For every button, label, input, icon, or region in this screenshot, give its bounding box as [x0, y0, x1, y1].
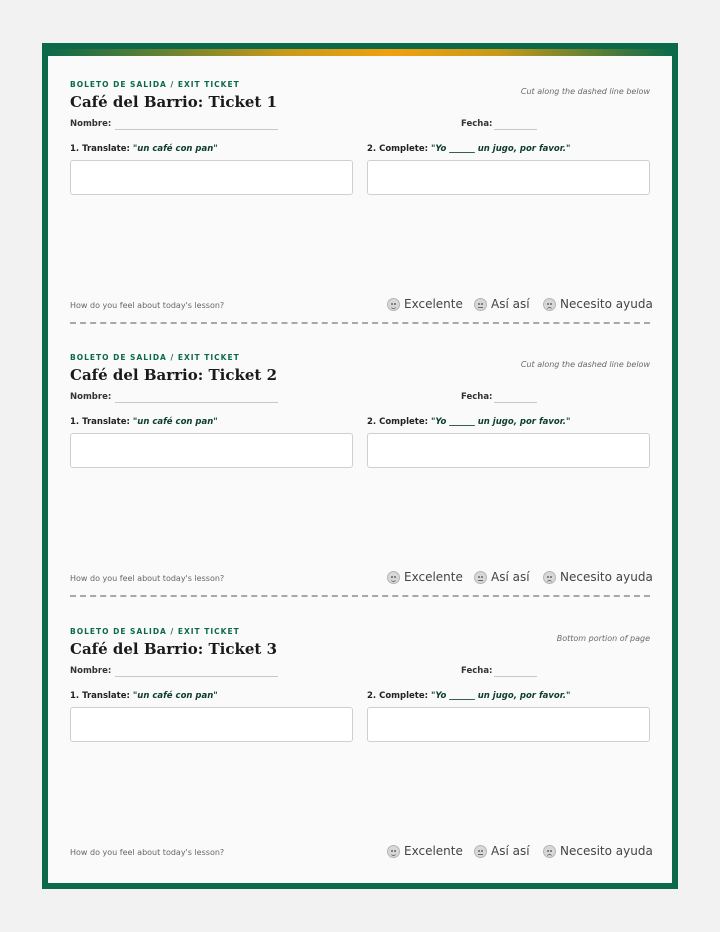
- option-label: Necesito ayuda: [560, 570, 653, 584]
- option-excelente[interactable]: [387, 844, 463, 858]
- question-2-prefix: 2. Complete:: [367, 417, 431, 427]
- page-frame: [42, 43, 678, 889]
- question-1-prefix: 1. Translate:: [70, 691, 133, 701]
- question-1-prefix: 1. Translate:: [70, 144, 133, 154]
- option-label: Necesito ayuda: [560, 844, 653, 858]
- question-1-quote: "un café con pan": [132, 691, 218, 701]
- question-2: [367, 144, 570, 154]
- question-2-prefix: 2. Complete:: [367, 144, 431, 154]
- neutral-face-icon: [474, 845, 487, 858]
- option-necesito-ayuda[interactable]: [543, 844, 653, 858]
- date-line[interactable]: [494, 676, 537, 677]
- ticket-kicker: BOLETO DE SALIDA / EXIT TICKET: [70, 627, 240, 636]
- cut-note: Cut along the dashed line below: [520, 360, 650, 369]
- question-1-quote: "un café con pan": [132, 144, 218, 154]
- name-label: Nombre:: [70, 119, 112, 129]
- question-2-prefix: 2. Complete:: [367, 691, 431, 701]
- sad-face-icon: [543, 298, 556, 311]
- feel-prompt: How do you feel about today's lesson?: [70, 574, 225, 583]
- exit-ticket-2: [48, 322, 672, 596]
- option-asi-asi[interactable]: [474, 570, 530, 584]
- neutral-face-icon: [474, 298, 487, 311]
- option-label: Excelente: [404, 844, 463, 858]
- ticket-title: Café del Barrio: Ticket 2: [70, 366, 278, 384]
- name-line[interactable]: [115, 676, 278, 677]
- date-label: Fecha:: [461, 392, 493, 402]
- question-1-quote: "un café con pan": [132, 417, 218, 427]
- option-label: Así así: [491, 297, 530, 311]
- date-label: Fecha:: [461, 666, 493, 676]
- option-necesito-ayuda[interactable]: [543, 297, 653, 311]
- happy-face-icon: [387, 298, 400, 311]
- cut-note: Cut along the dashed line below: [520, 87, 650, 96]
- name-line[interactable]: [115, 129, 278, 130]
- answer-box-1[interactable]: [70, 160, 353, 195]
- answer-box-1[interactable]: [70, 707, 353, 742]
- option-excelente[interactable]: [387, 570, 463, 584]
- ticket-kicker: BOLETO DE SALIDA / EXIT TICKET: [70, 80, 240, 89]
- date-line[interactable]: [494, 402, 537, 403]
- option-label: Necesito ayuda: [560, 297, 653, 311]
- feel-prompt: How do you feel about today's lesson?: [70, 848, 225, 857]
- question-2: [367, 417, 570, 427]
- sad-face-icon: [543, 845, 556, 858]
- sad-face-icon: [543, 571, 556, 584]
- date-line[interactable]: [494, 129, 537, 130]
- answer-box-2[interactable]: [367, 433, 650, 468]
- name-label: Nombre:: [70, 392, 112, 402]
- option-asi-asi[interactable]: [474, 297, 530, 311]
- option-necesito-ayuda[interactable]: [543, 570, 653, 584]
- question-2-quote: "Yo ______ un jugo, por favor.": [431, 417, 571, 427]
- cut-note: Bottom portion of page: [556, 634, 650, 643]
- date-label: Fecha:: [461, 119, 493, 129]
- question-1-prefix: 1. Translate:: [70, 417, 133, 427]
- happy-face-icon: [387, 571, 400, 584]
- name-line[interactable]: [115, 402, 278, 403]
- ticket-title: Café del Barrio: Ticket 1: [70, 93, 278, 111]
- question-1: [70, 144, 218, 154]
- option-asi-asi[interactable]: [474, 844, 530, 858]
- neutral-face-icon: [474, 571, 487, 584]
- answer-box-1[interactable]: [70, 433, 353, 468]
- answer-box-2[interactable]: [367, 160, 650, 195]
- ticket-kicker: BOLETO DE SALIDA / EXIT TICKET: [70, 353, 240, 362]
- exit-ticket-1: [48, 49, 672, 323]
- question-1: [70, 691, 218, 701]
- ticket-title: Café del Barrio: Ticket 3: [70, 640, 278, 658]
- question-2-quote: "Yo ______ un jugo, por favor.": [431, 691, 571, 701]
- option-label: Así así: [491, 844, 530, 858]
- question-2-quote: "Yo ______ un jugo, por favor.": [431, 144, 571, 154]
- answer-box-2[interactable]: [367, 707, 650, 742]
- name-label: Nombre:: [70, 666, 112, 676]
- question-2: [367, 691, 570, 701]
- option-excelente[interactable]: [387, 297, 463, 311]
- option-label: Excelente: [404, 570, 463, 584]
- option-label: Excelente: [404, 297, 463, 311]
- option-label: Así así: [491, 570, 530, 584]
- exit-ticket-3: [48, 596, 672, 870]
- happy-face-icon: [387, 845, 400, 858]
- feel-prompt: How do you feel about today's lesson?: [70, 301, 225, 310]
- question-1: [70, 417, 218, 427]
- worksheet: [48, 49, 672, 883]
